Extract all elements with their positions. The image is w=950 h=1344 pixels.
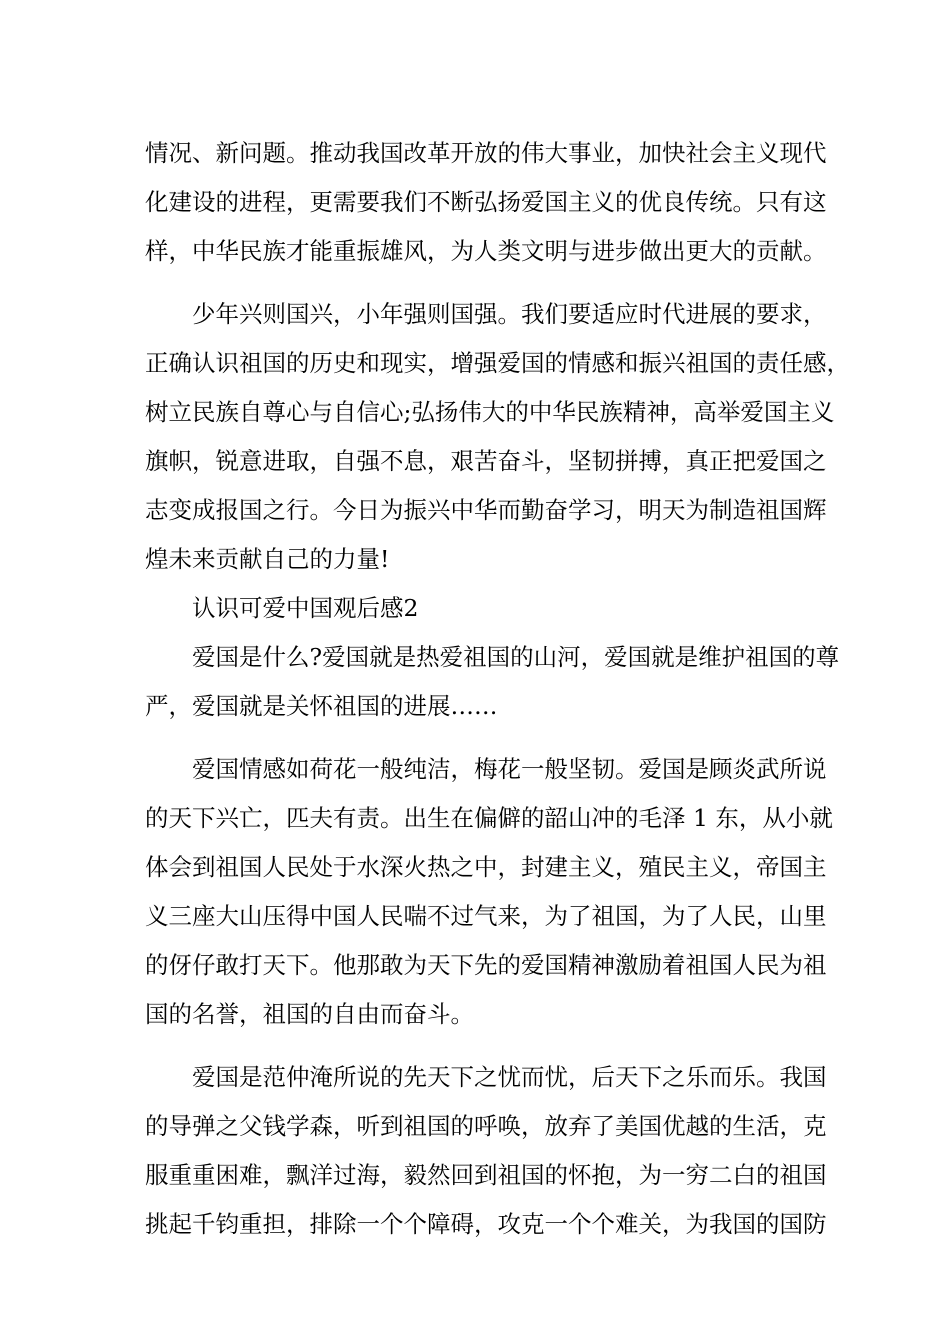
text-line: 情况、新问题。推动我国改革开放的伟大事业，加快社会主义现代 [145,139,827,167]
text-line: 志变成报国之行。今日为振兴中华而勤奋学习，明天为制造祖国辉 [145,496,827,524]
text-line: 认识可爱中国观后感2 [192,594,419,622]
text-line: 爱国是范仲淹所说的先天下之忧而忧，后天下之乐而乐。我国 [192,1063,827,1091]
text-line: 服重重困难，飘洋过海，毅然回到祖国的怀抱，为一穷二白的祖国 [145,1161,827,1189]
text-line: 少年兴则国兴，小年强则国强。我们要适应时代进展的要求， [192,300,827,328]
text-line: 国的名誉，祖国的自由而奋斗。 [145,1000,474,1028]
document-body [145,129,850,1249]
text-line: 煌未来贡献自己的力量! [145,545,390,573]
text-line: 树立民族自尊心与自信心;弘扬伟大的中华民族精神，高举爱国主义 [145,398,835,426]
text-line: 的天下兴亡，匹夫有责。出生在偏僻的韶山冲的毛泽 1 东，从小就 [145,804,833,832]
text-line: 样，中华民族才能重振雄风，为人类文明与进步做出更大的贡献。 [145,237,827,265]
text-line: 爱国是什么?爱国就是热爱祖国的山河，爱国就是维护祖国的尊 [192,643,840,671]
text-line: 化建设的进程，更需要我们不断弘扬爱国主义的优良传统。只有这 [145,188,827,216]
text-line: 爱国情感如荷花一般纯洁，梅花一般坚韧。爱国是顾炎武所说 [192,755,827,783]
text-line: 旗帜，锐意进取，自强不息，艰苦奋斗，坚韧拼搏，真正把爱国之 [145,447,827,475]
text-line: 的伢仔敢打天下。他那敢为天下先的爱国精神激励着祖国人民为祖 [145,951,827,979]
text-line: 体会到祖国人民处于水深火热之中，封建主义，殖民主义，帝国主 [145,853,827,881]
text-line: 正确认识祖国的历史和现实，增强爱国的情感和振兴祖国的责任感， [145,349,850,377]
text-line: 义三座大山压得中国人民喘不过气来，为了祖国，为了人民，山里 [145,902,827,930]
text-line: 的导弹之父钱学森，听到祖国的呼唤，放弃了美国优越的生活，克 [145,1112,827,1140]
text-line: 挑起千钧重担，排除一个个障碍，攻克一个个难关，为我国的国防 [145,1210,827,1238]
text-line: 严，爱国就是关怀祖国的进展…… [145,692,498,720]
